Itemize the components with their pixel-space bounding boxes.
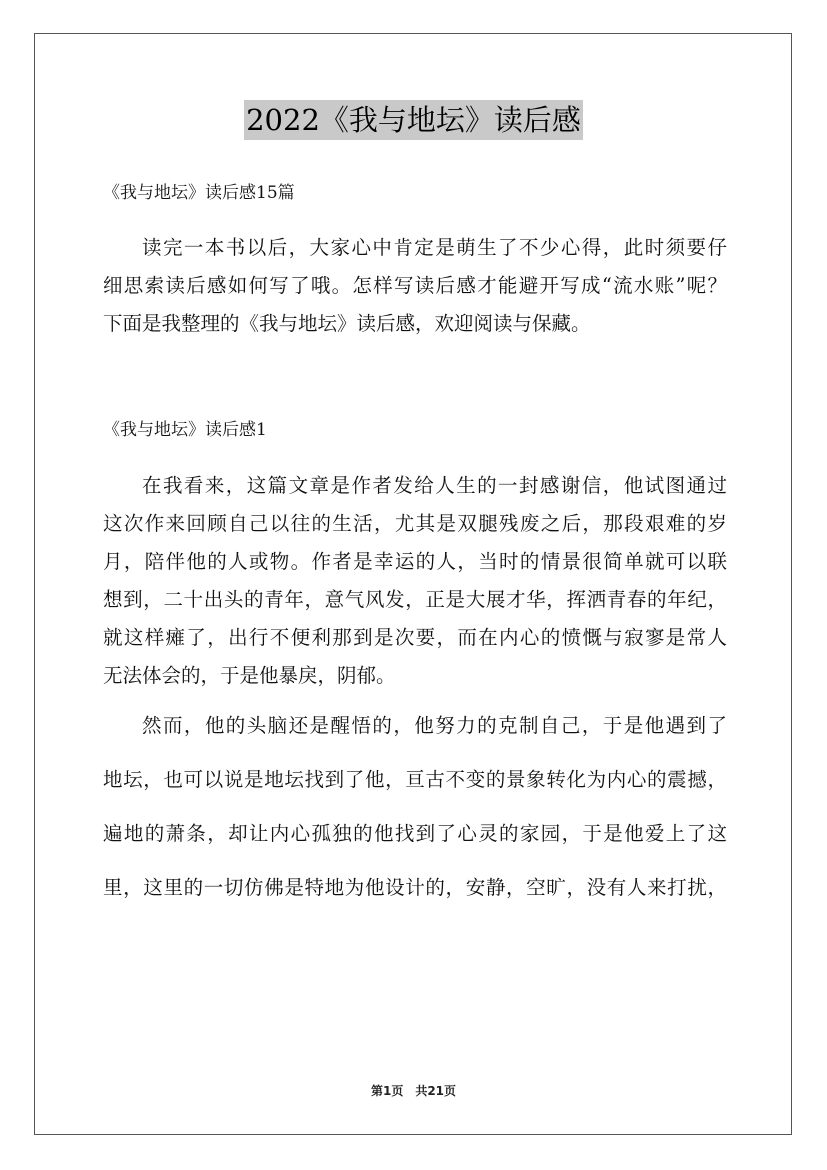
document-title: 2022《我与地坛》读后感	[244, 100, 583, 140]
paragraph-line: 然而，他的头脑还是醒悟的，他努力的克制自己，于是他遇到了	[142, 714, 727, 737]
intro-line: 读完一本书以后，大家心中肯定是萌生了不少心得，此时须要仔	[142, 236, 727, 259]
paragraph-line: 无法体会的，于是他暴戾，阴郁。	[103, 664, 396, 687]
page-number: 第1页	[370, 1084, 404, 1098]
paragraph-line: 想到，二十出头的青年，意气风发，正是大展才华，挥洒青春的年纪，	[103, 588, 727, 611]
title-container	[0, 100, 827, 140]
paragraph-line: 月，陪伴他的人或物。作者是幸运的人，当时的情景很简单就可以联	[103, 550, 727, 573]
intro-heading: 《我与地坛》读后感15篇	[103, 183, 295, 203]
body-paragraph-2	[103, 707, 727, 907]
intro-line: 下面是我整理的《我与地坛》读后感，欢迎阅读与保藏。	[103, 312, 591, 335]
section-heading: 《我与地坛》读后感1	[103, 420, 267, 440]
page-count: 共21页	[415, 1084, 457, 1098]
intro-paragraph	[103, 229, 727, 343]
paragraph-line: 遍地的萧条，却让内心孤独的他找到了心灵的家园，于是他爱上了这	[103, 822, 727, 845]
body-paragraph-1	[103, 467, 727, 695]
paragraph-line: 在我看来，这篇文章是作者发给人生的一封感谢信，他试图通过	[142, 474, 727, 497]
document-body	[103, 176, 727, 907]
intro-line: 细思索读后感如何写了哦。怎样写读后感才能避开写成“流水账”呢？	[103, 274, 727, 297]
paragraph-line: 这次作来回顾自己以往的生活，尤其是双腿残废之后，那段艰难的岁	[103, 512, 727, 535]
paragraph-line: 里，这里的一切仿佛是特地为他设计的，安静，空旷，没有人来打扰，	[103, 876, 727, 899]
paragraph-line: 就这样瘫了，出行不便利那到是次要，而在内心的愤慨与寂寥是常人	[103, 626, 727, 649]
page-footer	[0, 1082, 827, 1099]
paragraph-line: 地坛，也可以说是地坛找到了他，亘古不变的景象转化为内心的震撼，	[103, 768, 727, 791]
